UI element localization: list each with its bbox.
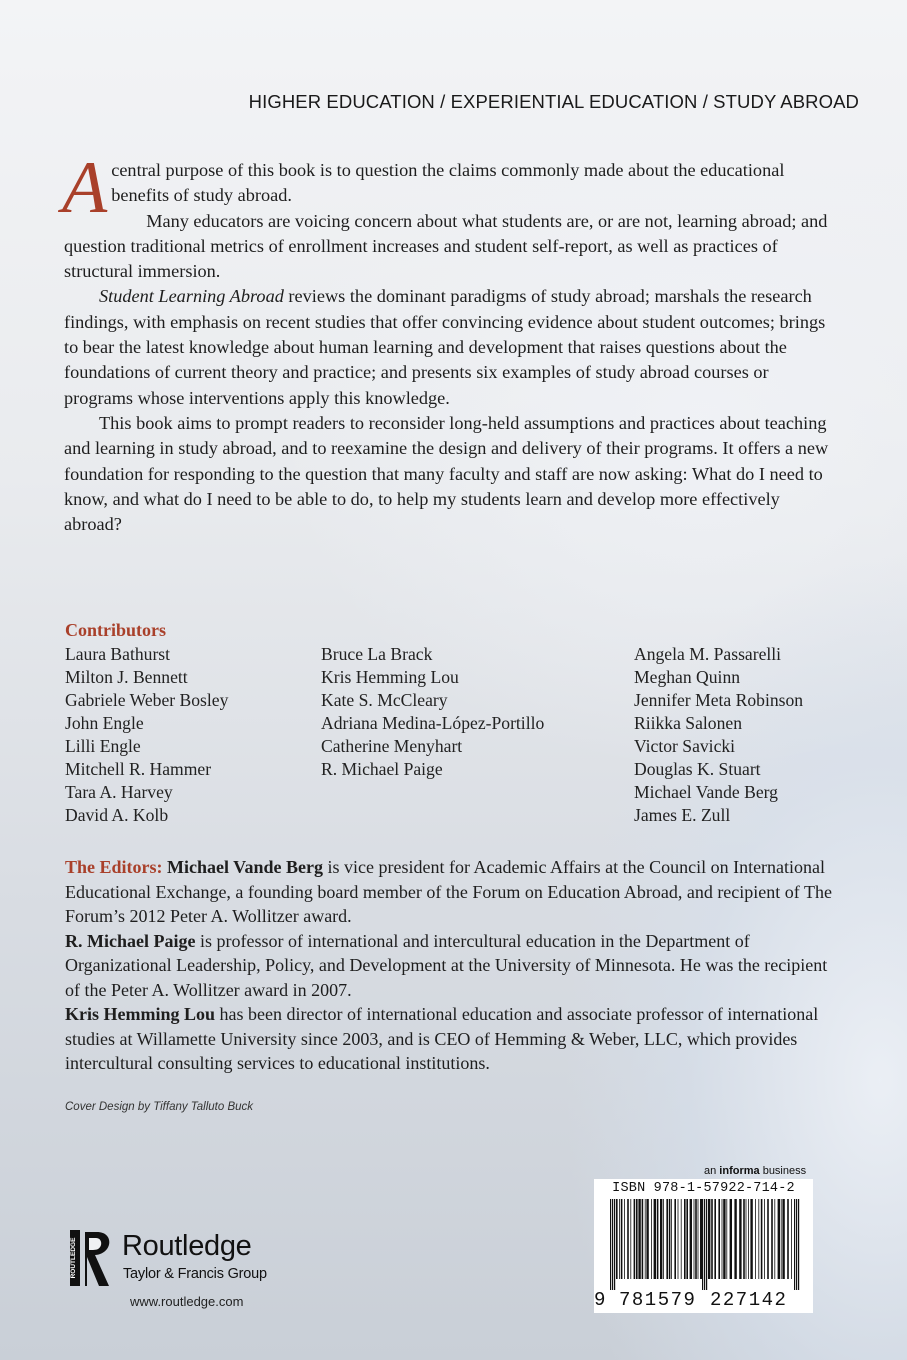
barcode-bar — [671, 1199, 672, 1279]
barcode-bar — [791, 1199, 792, 1279]
barcode-bar — [730, 1199, 732, 1279]
barcode-bar — [674, 1199, 676, 1279]
barcode-guard-bar — [610, 1199, 611, 1290]
barcode-guard-bar — [614, 1199, 615, 1290]
barcode-bar — [726, 1199, 727, 1279]
barcode-bar — [660, 1199, 662, 1279]
barcode-bar — [630, 1199, 631, 1279]
barcode-bar — [657, 1199, 659, 1279]
barcode-bar — [627, 1199, 629, 1279]
barcode-bar — [694, 1199, 695, 1279]
barcode-guard-bar — [794, 1199, 795, 1290]
barcode-bar — [684, 1199, 686, 1279]
barcode-bar — [781, 1199, 782, 1279]
barcode-bar — [624, 1199, 625, 1279]
contributor-name: Douglas K. Stuart — [634, 759, 761, 779]
contributor-name: Mitchell R. Hammer — [65, 759, 212, 779]
barcode-bar — [761, 1199, 763, 1279]
barcode-bar — [723, 1199, 725, 1279]
barcode-bar — [771, 1199, 773, 1279]
barcode-guard-bar — [702, 1199, 703, 1290]
barcode-bar — [734, 1199, 736, 1279]
contributor-name: Laura Bathurst — [65, 644, 171, 664]
contributors-column-2 — [321, 643, 544, 781]
barcode-bar — [767, 1199, 769, 1279]
editors-section — [65, 855, 845, 1076]
editor-bio-2: R. Michael Paige is professor of international and intercultural education in the Department of Organizational Leadership, Policy, and Development at the University of Minnesota. He was the recipient of the Peter A. Wollitzer award in 2007. — [65, 930, 828, 1000]
isbn-label: ISBN 978-1-57922-714-2 — [612, 1181, 795, 1196]
barcode-bar — [616, 1199, 618, 1279]
editor-bio-3: Kris Hemming Lou has been director of international education and associate professor of international studies at Willamette University since 2003, and is CEO of Hemming & Weber, LLC, which provides intercultural consulting services to educational institutions. — [65, 1004, 819, 1073]
routledge-logo — [67, 1228, 307, 1300]
barcode-bar — [774, 1199, 775, 1279]
barcode-guard-bar — [796, 1199, 797, 1290]
contributor-name: Kris Hemming Lou — [321, 667, 459, 687]
barcode-bar — [787, 1199, 789, 1279]
barcode-bar — [739, 1199, 741, 1279]
contributors-column-3 — [634, 643, 803, 827]
barcode-bar — [714, 1199, 716, 1279]
book-title: Student Learning Abroad — [99, 286, 284, 307]
barcode-bar — [698, 1199, 699, 1279]
contributor-name: Jennifer Meta Robinson — [634, 690, 804, 710]
barcode-bar — [690, 1199, 692, 1279]
contributor-name: Gabriele Weber Bosley — [65, 690, 229, 710]
barcode-bar — [758, 1199, 759, 1279]
editor-bio-1: The Editors: Michael Vande Berg is vice president for Academic Affairs at the Council on International Educational Exchange, a founding board member of the Forum on Education Abroad, and recipient of The Forum’s 2012 Peter A. Wollitzer award. — [65, 857, 832, 926]
barcode-bar — [634, 1199, 636, 1279]
contributor-name: James E. Zull — [634, 805, 731, 825]
contributor-name: Victor Savicki — [634, 736, 736, 756]
barcode-bar — [746, 1199, 747, 1279]
barcode-bar — [636, 1199, 638, 1279]
contributor-name: Catherine Menyhart — [321, 736, 463, 756]
blurb-paragraph-3: Student Learning Abroad reviews the dominant paradigms of study abroad; marshals the research findings, with emphasis on recent studies that offer convincing evidence about student outcomes; brings to bear the latest knowledge about human learning and development that raises questions about the foundations of current theory and practice; and presents six examples of study abroad courses or programs whose interventions apply this knowledge. — [64, 286, 826, 408]
barcode-bar — [686, 1199, 688, 1279]
contributor-name: David A. Kolb — [65, 805, 169, 825]
routledge-logo-icon — [67, 1228, 115, 1290]
barcode-bar — [651, 1199, 652, 1279]
barcode-bar — [748, 1199, 749, 1279]
logo-vertical-text: ROUTLEDGE — [70, 1237, 77, 1279]
editors-label: The Editors: — [65, 857, 163, 877]
barcode-bar — [708, 1199, 710, 1279]
contributor-name: Meghan Quinn — [634, 667, 741, 687]
publisher-group: Taylor & Francis Group — [123, 1266, 267, 1282]
contributor-name: Bruce La Brack — [321, 644, 433, 664]
barcode-guard-bar — [704, 1199, 705, 1290]
barcode-bar — [681, 1199, 682, 1279]
contributors-heading: Contributors — [65, 620, 167, 640]
barcode-bar — [778, 1199, 780, 1279]
category-heading: HIGHER EDUCATION / EXPERIENTIAL EDUCATION / STUDY ABROAD — [248, 91, 859, 112]
barcode-bars — [598, 1199, 809, 1290]
barcode-guard-bar — [612, 1199, 613, 1290]
barcode-bar — [718, 1199, 720, 1279]
contributor-name: Kate S. McCleary — [321, 690, 448, 710]
barcode-bar — [642, 1199, 644, 1279]
barcode-bar — [764, 1199, 765, 1279]
barcode-bar — [695, 1199, 697, 1279]
barcode-bar — [722, 1199, 723, 1279]
barcode-bar — [666, 1199, 668, 1279]
blurb — [62, 147, 834, 537]
barcode-guard-bar — [798, 1199, 799, 1290]
informa-tagline: an informa business — [704, 1165, 807, 1177]
blurb-paragraph-2: Many educators are voicing concern about what students are, or are not, learning abroad; and question traditional metrics of enrollment increases and student self-report, as well as practices of structural immersion. — [64, 210, 828, 282]
barcode-bar — [621, 1199, 623, 1279]
blurb-paragraph-4: This book aims to prompt readers to reconsider long-held assumptions and practices about teaching and learning in study abroad, and to reexamine the design and delivery of their programs. It offers a new foundation for responding to the question that many faculty and staff are now asking: What do I need to know, and what do I need to be able to do, to help my students learn and develop more effectively abroad? — [64, 412, 829, 535]
barcode-bar — [654, 1199, 656, 1279]
barcode-bar — [645, 1199, 646, 1279]
barcode-bar — [711, 1199, 713, 1279]
barcode-bar — [638, 1199, 640, 1279]
blurb-paragraph-1: Acentral purpose of this book is to question the claims commonly made about the educational benefits of study abroad. — [62, 147, 785, 229]
barcode-bar — [619, 1199, 620, 1279]
publisher-name: Routledge — [122, 1230, 252, 1262]
barcode-bar — [678, 1199, 679, 1279]
contributor-name: John Engle — [65, 713, 144, 733]
publisher-website[interactable]: www.routledge.com — [130, 1294, 244, 1309]
cover-design-credit: Cover Design by Tiffany Talluto Buck — [65, 1101, 254, 1113]
contributor-name: Michael Vande Berg — [634, 782, 778, 802]
barcode-bar — [663, 1199, 664, 1279]
barcode-guard-bar — [706, 1199, 707, 1290]
contributor-name: Riikka Salonen — [634, 713, 742, 733]
contributor-name: Adriana Medina-López-Portillo — [321, 713, 545, 733]
barcode-bar — [743, 1199, 745, 1279]
contributors-column-1 — [65, 643, 228, 827]
barcode-bar — [646, 1199, 648, 1279]
contributor-name: R. Michael Paige — [321, 759, 443, 779]
drop-cap: A — [62, 147, 108, 229]
barcode-bar — [782, 1199, 784, 1279]
barcode-bar — [755, 1199, 756, 1279]
barcode-bar — [750, 1199, 752, 1279]
contributor-name: Milton J. Bennett — [65, 667, 188, 687]
barcode-bar — [669, 1199, 671, 1279]
isbn-barcode: ISBN 978-1-57922-714-2 9 781579 227142 — [594, 1179, 813, 1313]
contributor-name: Tara A. Harvey — [65, 782, 173, 802]
contributor-name: Angela M. Passarelli — [634, 644, 782, 664]
contributor-name: Lilli Engle — [65, 736, 141, 756]
